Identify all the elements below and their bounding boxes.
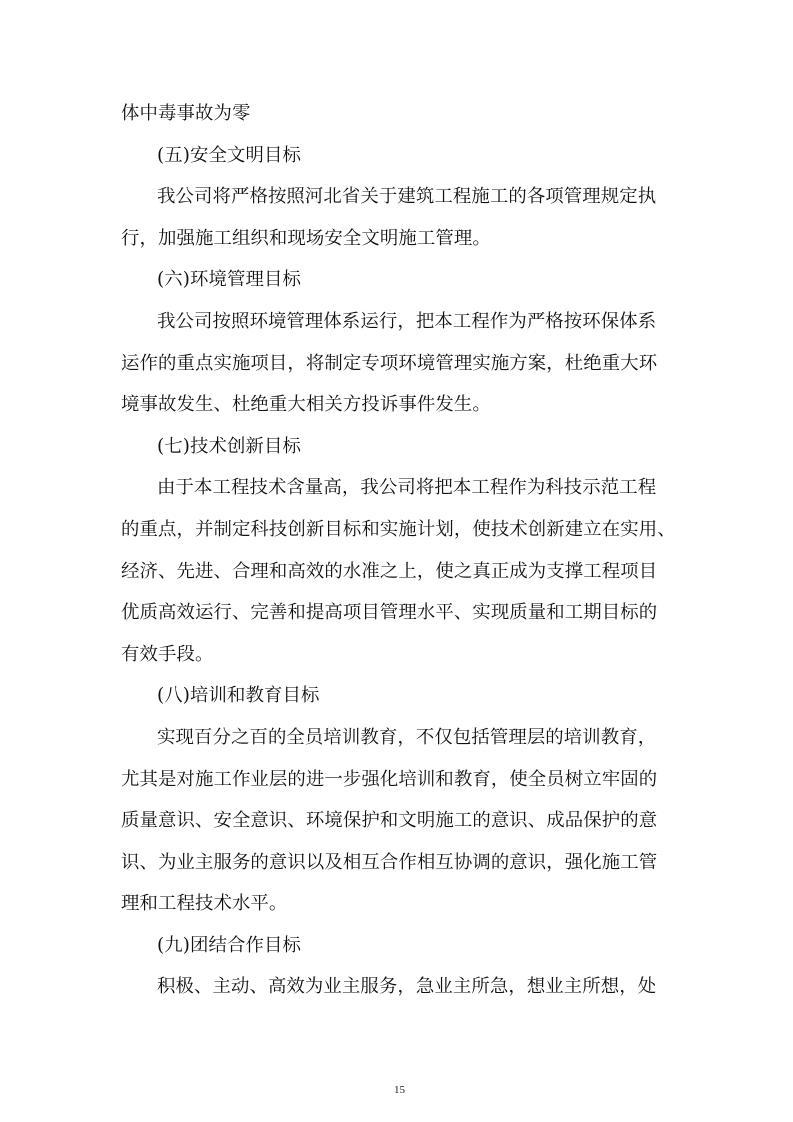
paragraph-line: 我公司按照环境管理体系运行，把本工程作为严格按环保体系 [157,310,657,332]
section-heading-environment: (六)环境管理目标 [157,269,301,291]
paragraph-line: 我公司将严格按照河北省关于建筑工程施工的各项管理规定执 [157,186,657,208]
section-heading-training: (八)培训和教育目标 [157,685,320,707]
paragraph-line: 由于本工程技术含量高，我公司将把本工程作为科技示范工程 [157,477,657,499]
paragraph-line: 质量意识、安全意识、环境保护和文明施工的意识、成品保护的意 [121,810,658,832]
paragraph-line: 优质高效运行、完善和提高项目管理水平、实现质量和工期目标的 [121,602,658,624]
paragraph-line: 尤其是对施工作业层的进一步强化培训和教育，使全员树立牢固的 [121,768,658,790]
paragraph-line: 有效手段。 [121,643,214,665]
paragraph-line: 境事故发生、杜绝重大相关方投诉事件发生。 [121,394,491,416]
page-number: 15 [394,1084,405,1096]
paragraph-line: 运作的重点实施项目，将制定专项环境管理实施方案，杜绝重大环 [121,352,658,374]
section-heading-tech-innovation: (七)技术创新目标 [157,435,301,457]
paragraph-line: 行，加强施工组织和现场安全文明施工管理。 [121,227,491,249]
paragraph-line: 识、为业主服务的意识以及相互合作相互协调的意识，强化施工管 [121,851,658,873]
paragraph-line: 的重点，并制定科技创新目标和实施计划，使技术创新建立在实用、 [121,518,676,540]
paragraph-line: 实现百分之百的全员培训教育，不仅包括管理层的培训教育， [157,726,657,748]
paragraph-line: 体中毒事故为零 [121,103,251,124]
paragraph-line: 积极、主动、高效为业主服务，急业主所急，想业主所想，处 [157,976,657,998]
page-body [121,93,676,1008]
paragraph-line: 经济、先进、合理和高效的水准之上，使之真正成为支撑工程项目 [121,560,658,582]
section-heading-teamwork: (九)团结合作目标 [157,934,301,956]
section-heading-safety-civilization: (五)安全文明目标 [157,144,301,166]
paragraph-line: 理和工程技术水平。 [121,893,288,915]
